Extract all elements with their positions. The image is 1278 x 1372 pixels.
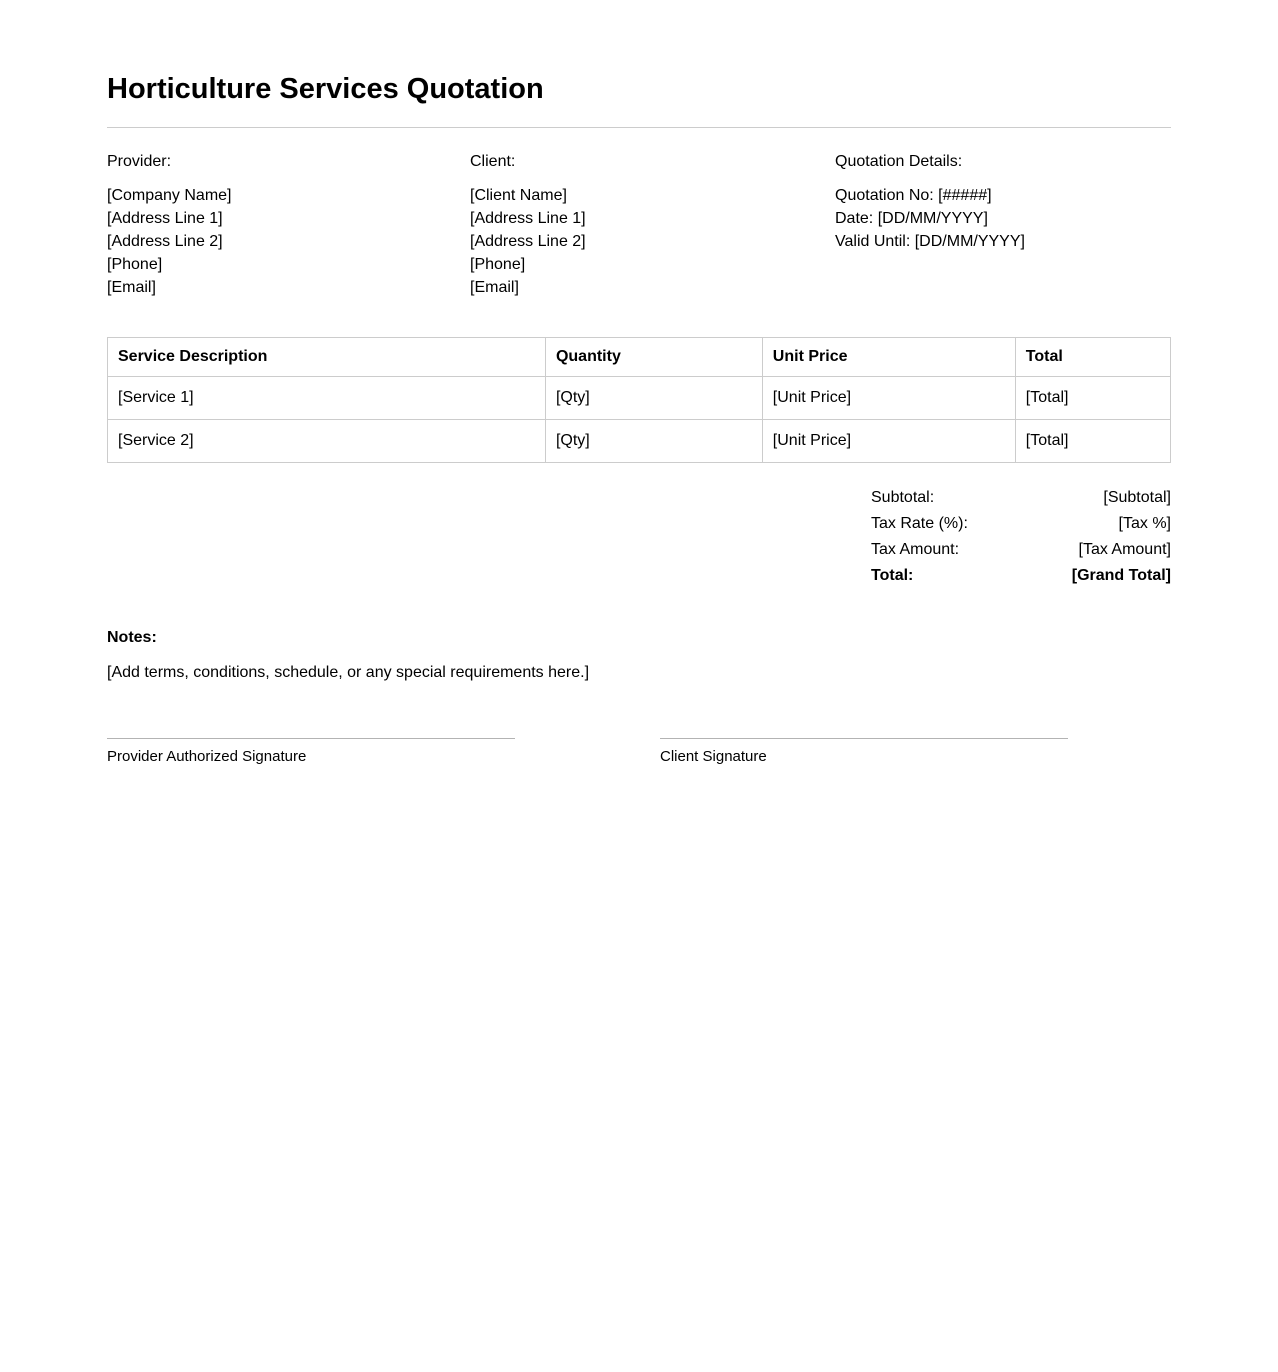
provider-signature-block: [107, 738, 515, 766]
header-service-description: Service Description: [108, 337, 546, 376]
client-signature-line: [660, 738, 1068, 739]
grand-total-label: Total:: [871, 566, 914, 584]
page-title: Horticulture Services Quotation: [107, 73, 544, 105]
client-block: [470, 153, 835, 299]
quotation-details-block: [835, 153, 1171, 299]
provider-label: Provider:: [107, 152, 172, 170]
provider-block: [107, 153, 470, 299]
client-email: [Email]: [470, 278, 519, 296]
tax-amount-row: [871, 537, 1171, 563]
services-table: [107, 337, 1171, 463]
client-phone: [Phone]: [470, 255, 526, 273]
table-row: [108, 376, 1171, 419]
client-address-line-2: [Address Line 2]: [470, 232, 586, 250]
subtotal-label: Subtotal:: [871, 488, 935, 506]
notes-section: [107, 629, 1171, 682]
subtotal-value: [Subtotal]: [1103, 488, 1171, 506]
grand-total-row: [871, 563, 1171, 589]
client-label: Client:: [470, 152, 516, 170]
provider-signature-line: [107, 738, 515, 739]
notes-label: Notes:: [107, 628, 157, 646]
client-name: [Client Name]: [470, 186, 567, 204]
quotation-document: [0, 72, 1278, 806]
tax-amount-value: [Tax Amount]: [1078, 540, 1171, 558]
quotation-number: Quotation No: [#####]: [835, 186, 992, 204]
subtotal-row: [871, 485, 1171, 511]
service-2-description: [Service 2]: [108, 419, 546, 462]
table-row: [108, 419, 1171, 462]
totals-section: [871, 485, 1171, 589]
quotation-valid-until: Valid Until: [DD/MM/YYYY]: [835, 232, 1025, 250]
provider-company-name: [Company Name]: [107, 186, 232, 204]
parties-info-section: [107, 153, 1171, 299]
services-table-header-row: [108, 337, 1171, 376]
header-quantity: Quantity: [545, 337, 762, 376]
client-signature-label: Client Signature: [660, 747, 767, 765]
notes-body: [Add terms, conditions, schedule, or any special requirements here.]: [107, 663, 590, 681]
header-total: Total: [1015, 337, 1170, 376]
tax-rate-label: Tax Rate (%):: [871, 514, 968, 532]
grand-total-value: [Grand Total]: [1071, 566, 1171, 584]
service-1-total: [Total]: [1015, 376, 1170, 419]
provider-address-line-1: [Address Line 1]: [107, 209, 223, 227]
provider-signature-label: Provider Authorized Signature: [107, 747, 307, 765]
tax-amount-label: Tax Amount:: [871, 540, 960, 558]
client-address-line-1: [Address Line 1]: [470, 209, 586, 227]
service-2-total: [Total]: [1015, 419, 1170, 462]
quotation-date: Date: [DD/MM/YYYY]: [835, 209, 988, 227]
tax-rate-row: [871, 511, 1171, 537]
provider-email: [Email]: [107, 278, 156, 296]
service-2-quantity: [Qty]: [545, 419, 762, 462]
tax-rate-value: [Tax %]: [1118, 514, 1171, 532]
client-signature-block: [660, 738, 1068, 766]
title-divider: [107, 127, 1171, 128]
provider-address-line-2: [Address Line 2]: [107, 232, 223, 250]
header-unit-price: Unit Price: [762, 337, 1015, 376]
service-2-unit-price: [Unit Price]: [762, 419, 1015, 462]
signatures-section: [107, 738, 1171, 766]
service-1-quantity: [Qty]: [545, 376, 762, 419]
provider-phone: [Phone]: [107, 255, 163, 273]
quotation-details-label: Quotation Details:: [835, 152, 963, 170]
service-1-description: [Service 1]: [108, 376, 546, 419]
service-1-unit-price: [Unit Price]: [762, 376, 1015, 419]
